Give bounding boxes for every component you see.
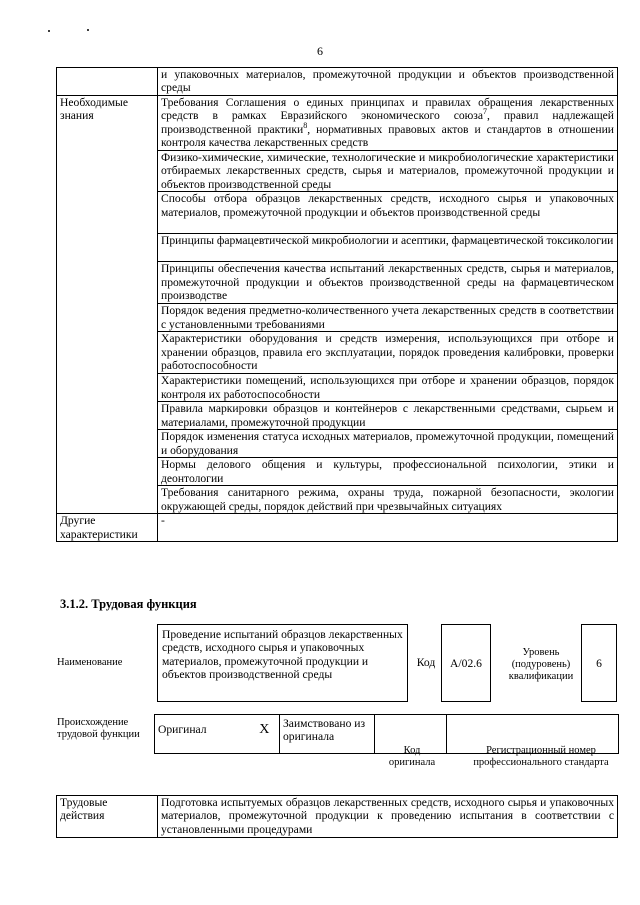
knowledge-item: Принципы обеспечения качества испытаний лекарственных средств, сырья и материалов, промежуточной продукции и объектов производственной среды на фармацевтическом производстве xyxy=(158,262,618,304)
knowledge-item: Порядок изменения статуса исходных материалов, промежуточной продукции, помещений и оборудования xyxy=(158,430,618,458)
reg-caption: Регистрационный номер профессионального стандарта xyxy=(473,745,609,768)
level-value: 6 xyxy=(581,624,617,702)
scan-mark-1 xyxy=(48,30,50,32)
borrowed-label: Заимствовано из оригинала xyxy=(280,715,375,754)
page-number: 6 xyxy=(317,44,323,58)
continuation-text: и упаковочных материалов, промежуточной продукции и объектов производственной среды xyxy=(158,68,618,96)
knowledge-table xyxy=(56,67,618,542)
section-title: 3.1.2. Трудовая функция xyxy=(60,597,197,611)
scan-mark-2 xyxy=(87,29,89,31)
table-row xyxy=(57,796,618,838)
knowledge-item: Характеристики помещений, использующихся при отборе и хранении образцов, порядок контроля их работоспособности xyxy=(158,374,618,402)
actions-value: Подготовка испытуемых образцов лекарственных средств, исходного сырья и упаковочных материалов, промежуточной продукции к проведению испытания в соответствии с установленными процедурами xyxy=(158,796,618,838)
name-label: Наименование xyxy=(57,657,123,668)
knowledge-item: Принципы фармацевтической микробиологии и асептики, фармацевтической токсикологии xyxy=(158,234,618,262)
required-knowledge-label: Необходимые знания xyxy=(57,96,158,514)
level-label: Уровень (подуровень) квалификации xyxy=(508,647,574,682)
function-name: Проведение испытаний образцов лекарственных средств, исходного сырья и упаковочных материалов, промежуточной продукции и объектов производственной среды xyxy=(157,624,408,702)
knowledge-item: Требования Соглашения о единых принципах и правилах обращения лекарственных средств в рамках Евразийского экономического союза$^7$, правил надлежащей производственной практики$^8$, нормативных правовых актов и стандартов в отношении контроля качества лекарственных средств xyxy=(158,96,618,151)
code-caption: Код оригинала xyxy=(388,745,436,768)
origin-label: Происхождение трудовой функции xyxy=(57,717,140,740)
other-characteristics-value: - xyxy=(158,514,618,542)
function-code: А/02.6 xyxy=(441,624,491,702)
original-mark: X xyxy=(250,715,280,754)
table-row xyxy=(57,96,618,151)
knowledge-item: Правила маркировки образцов и контейнеров с лекарственными средствами, сырьем и материалами, промежуточной продукции xyxy=(158,402,618,430)
actions-table xyxy=(56,795,618,838)
table-row xyxy=(57,514,618,542)
knowledge-item: Нормы делового общения и культуры, профессиональной психологии, этики и деонтологии xyxy=(158,458,618,486)
knowledge-item: Характеристики оборудования и средств измерения, использующихся при отборе и хранении образцов, правила его эксплуатации, порядок проведения калибровки, проверки работоспособности xyxy=(158,332,618,374)
knowledge-item: Способы отбора образцов лекарственных средств, исходного сырья и упаковочных материалов, промежуточной продукции и объектов производственной среды xyxy=(158,192,618,234)
code-label: Код xyxy=(416,656,436,669)
table-row xyxy=(57,68,618,96)
original-label: Оригинал xyxy=(155,715,250,754)
knowledge-item: Порядок ведения предметно-количественного учета лекарственных средств в соответствии с установленными требованиями xyxy=(158,304,618,332)
knowledge-item: Требования санитарного режима, охраны труда, пожарной безопасности, экологии окружающей среды, порядок действий при чрезвычайных ситуациях xyxy=(158,486,618,514)
actions-label: Трудовые действия xyxy=(57,796,158,838)
knowledge-item: Физико-химические, химические, технологические и микробиологические характеристики отбираемых лекарственных средств, сырья и материалов, промежуточной продукции и объектов производственной среды xyxy=(158,151,618,192)
other-characteristics-label: Другие характеристики xyxy=(57,514,158,542)
